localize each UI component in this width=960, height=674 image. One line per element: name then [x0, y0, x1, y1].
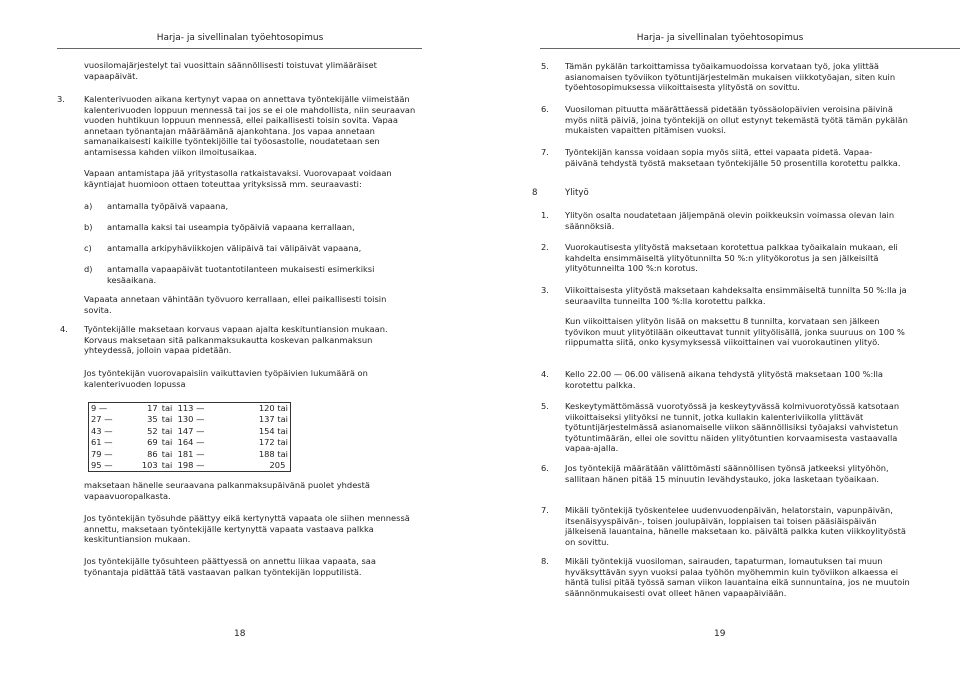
option-text: antamalla arkipyhäviikkojen välipäivä tai välipäivät vapaana,: [107, 243, 362, 253]
table-cell: 205: [269, 460, 286, 471]
item-number: 6.: [541, 104, 549, 114]
table-cell: [219, 414, 290, 425]
item-text: Mikäli työntekijä työskentelee uudenvuodenpäivän, helatorstain, vapunpäivän, itsenäisyyspäivän-, toisen joulupäivän, loppiaisen tai toisen pääsiäispäivän jälkeisenä lauantaina, hänelle maksetaan ko. päivältä palkka kuten viikkoylityöstä on sovittu.: [565, 505, 906, 547]
intro-text: vuosilomajärjestelyt tai vuosittain säännöllisesti toistuvat ylimääräiset vapaapäivät.: [84, 60, 377, 81]
item-number: 4.: [541, 369, 549, 379]
table-cell: [219, 437, 290, 448]
table-cell: tai: [161, 448, 173, 459]
table-cell: 198 —: [177, 460, 205, 471]
item-number: 7.: [541, 505, 549, 515]
item-number: 7.: [541, 147, 549, 157]
table-cell: 181 —: [177, 448, 205, 459]
table-cell: tai: [161, 414, 173, 425]
table-cell: [160, 414, 220, 425]
option-letter: b): [84, 222, 93, 232]
table-cell: 172: [258, 437, 275, 448]
table-cell: 43 —: [91, 425, 113, 436]
table-cell: [160, 460, 220, 472]
item-text: Viikoittaisesta ylityöstä maksetaan kahdeksalta ensimmäiseltä tunnilta 50 %:lla ja seuraavilta tunneilta 100 %:lla korotettu palkka.: [565, 285, 907, 306]
table-cell: 154: [258, 425, 275, 436]
table-cell: 35: [147, 414, 158, 425]
table-row: [89, 403, 291, 415]
table-cell: [160, 437, 220, 448]
item3-paragraph-3: Vapaata annetaan vähintään työvuoro kerrallaan, ellei paikallisesti toisin sovita.: [84, 294, 387, 315]
table-cell: [219, 449, 290, 460]
header-rule: [57, 48, 422, 49]
table-cell: tai: [277, 448, 288, 459]
table-cell: [160, 449, 220, 460]
table-cell: 164 —: [177, 437, 205, 448]
table-cell: tai: [277, 414, 288, 425]
table-cell: 188: [258, 448, 275, 459]
table-cell: 27 —: [91, 414, 113, 425]
item-text: Vuosiloman pituutta määrättäessä pidetään työssäolopäivien veroisina päivinä myös niitä päiviä, joina työntekijä on ollut estynyt tekemästä työtä tämän pykälän mukaisten vapaitten pitämisen vuoksi.: [565, 104, 908, 136]
table-cell: 137: [258, 414, 275, 425]
table-cell: 103: [141, 460, 158, 471]
item-text: Tämän pykälän tarkoittamissa työaikamuodoissa korvataan työ, joka ylittää asianomaisen työviikon työtuntijärjestelmän mukaisen viikkotyöajan, siten kuin työehtosopimuksessa viikoittaisesta ylityöstä on sovittu.: [565, 61, 896, 93]
item3-paragraph-1: Kalenterivuoden aikana kertynyt vapaa on annettava työntekijälle viimeistään kalenterivuoden loppuun mennessä tai jos se ei ole mahdollista, niin seuraavan vuoden huhtikuun loppuun mennessä, ellei paikallisesti toisin sovita. Vapaa annetaan työnantajan määräämänä ajankohtana. Jos vapaa annetaan samanaikaisesti kaikille työntekijöille tai työosastolle, noudatetaan sen antamisessa kahden viikon ilmoitusaikaa.: [84, 94, 416, 157]
item-text: Työntekijän kanssa voidaan sopia myös siitä, ettei vapaata pidetä. Vapaa-päivänä tehdystä työstä maksetaan työntekijälle 50 prosentilla korotettu palkka.: [565, 147, 901, 168]
table-cell: 147 —: [177, 425, 205, 436]
table-cell: 52: [147, 425, 158, 436]
item-number: 3.: [541, 285, 549, 295]
item-number: 3.: [57, 94, 65, 104]
table-cell: 79 —: [91, 448, 113, 459]
table-cell: tai: [161, 403, 173, 413]
item-number: 4.: [60, 324, 68, 334]
table-cell: 17: [147, 403, 158, 413]
item3-paragraph-2: Vapaan antamistapa jää yritystasolla ratkaistavaksi. Vuorovapaat voidaan käyntiajat huomioon ottaen toteuttaa yrityksissä mm. seuraavasti:: [84, 168, 392, 189]
table-cell: [160, 426, 220, 437]
table-cell: 9 —: [91, 403, 108, 413]
table-cell: [160, 403, 220, 415]
item-text: Ylityön osalta noudatetaan jäljempänä olevin poikkeuksin voimassa olevan lain säännöksiä.: [565, 210, 895, 231]
right-page: [480, 0, 960, 674]
section-number: 8: [532, 188, 538, 198]
table-cell: tai: [277, 437, 288, 448]
workday-count-table: [88, 402, 291, 472]
item-number: 1.: [541, 210, 549, 220]
item-text: Jos työntekijä määrätään välittömästi säännöllisen työnsä jatkeeksi ylityöhön, sallitaan hänen pitää 15 minuutin levähdystauko, joka lasketaan työaikaan.: [565, 463, 889, 484]
table-cell: [219, 426, 290, 437]
item-text: Kello 22.00 — 06.00 välisenä aikana tehdystä ylityöstä maksetaan 100 %:lla korotettu palkka.: [565, 369, 884, 390]
item-number: 8.: [541, 556, 549, 566]
table-cell: 61 —: [91, 437, 113, 448]
page-header: Harja- ja sivellinalan työehtosopimus: [636, 33, 804, 43]
table-row: [89, 426, 291, 437]
table-row: [89, 449, 291, 460]
table-row: [89, 437, 291, 448]
table-cell: tai: [161, 425, 173, 436]
option-letter: c): [84, 243, 92, 253]
table-cell: 120: [258, 403, 275, 413]
table-cell: [219, 460, 290, 472]
table-cell: tai: [161, 437, 173, 448]
page-header: Harja- ja sivellinalan työehtosopimus: [156, 33, 324, 43]
item-text: Vuorokautisesta ylityöstä maksetaan korotettua palkkaa työaikalain mukaan, eli kahdelta ensimmäiseltä ylityötunnilta 50 %:n ylityökorotus ja sen jälkeisiltä ylityötunneilta 100 %:n korotus.: [565, 242, 898, 274]
item4-paragraph-4: Jos työntekijän työsuhde päättyy eikä kertynyttä vapaata ole siihen mennessä annettu, maksetaan työntekijälle kertynyttä vapaata vastaava palkka keskituntiansion mukaan.: [84, 513, 410, 545]
table-cell: 130 —: [177, 414, 205, 425]
item4-paragraph-1: Työntekijälle maksetaan korvaus vapaan ajalta keskituntiansion mukaan. Korvaus maksetaan sitä palkanmaksukautta koskevan palkanmaksun yhteydessä, jolloin vapaa pidetään.: [84, 324, 388, 356]
table-cell: [219, 403, 290, 415]
option-text: antamalla vapaapäivät tuotantotilanteen mukaisesti esimerkiksi kesäaikana.: [107, 264, 375, 285]
item4-paragraph-3: maksetaan hänelle seuraavana palkanmaksupäivänä puolet yhdestä vapaavuoropalkasta.: [84, 480, 370, 501]
item-number: 6.: [541, 463, 549, 473]
table-row: [89, 414, 291, 425]
table-cell: tai: [277, 425, 288, 436]
option-letter: a): [84, 201, 93, 211]
table-cell: 69: [147, 437, 158, 448]
option-letter: d): [84, 264, 93, 274]
table-row: [89, 460, 291, 472]
item-text: Keskeytymättömässä vuorotyössä ja keskeytyvässä kolmivuorotyössä katsotaan viikoittaiseksi ylityöksi ne tunnit, jotka kullakin kalenteriviikolla ylittävät työtuntijärjestelmässä asianomaiselle viikon säännöllisiksi työajaksi vahvistetun työtuntimäärän, ellei ole sovittu näiden ylityötuntien korvaamisesta vastaavalla vapaa-ajalla.: [565, 401, 900, 454]
item-number: 5.: [541, 401, 549, 411]
item-number: 5.: [541, 61, 549, 71]
item-number: 2.: [541, 242, 549, 252]
table-cell: 86: [147, 448, 158, 459]
item-text: Kun viikoittaisen ylityön lisää on maksettu 8 tunnilta, korvataan sen jälkeen työvikon muut ylityötilään oikeuttavat tunnit ylityölisällä, jonka suuruus on 100 % riippumatta siitä, onko kysymyksessä viikoittainen vai vuorokautinen ylityö.: [565, 316, 905, 348]
section-title: Ylityö: [565, 188, 589, 198]
page-number: 18: [234, 629, 246, 639]
table-cell: 113 —: [177, 403, 205, 413]
option-text: antamalla työpäivä vapaana,: [107, 201, 229, 211]
table-cell: tai: [277, 403, 288, 413]
page-number: 19: [714, 629, 726, 639]
table-cell: 95 —: [91, 460, 113, 471]
item4-paragraph-5: Jos työntekijälle työsuhteen päättyessä on annettu liikaa vapaata, saa työnantaja pidättää tätä vastaavan palkan työntekijän lopputilistä.: [84, 556, 376, 577]
header-rule: [540, 48, 960, 49]
item4-paragraph-2: Jos työntekijän vuorovapaisiin vaikuttavien työpäivien lukumäärä on kalenterivuoden lopussa: [84, 368, 368, 389]
table-cell: tai: [161, 460, 173, 471]
item-text: Mikäli työntekijä vuosiloman, sairauden, tapaturman, lomautuksen tai muun hyväksyttävän syyn vuoksi palaa työhön myöhemmin kuin työviikon alkaessa ei häntä tulisi pitää työssä saman viikon lauantaina eikä sunnuntaina, jos ne muutoin säännönmukaisesti ovat olleet hänen vapaapäiviään.: [565, 556, 910, 598]
option-text: antamalla kaksi tai useampia työpäiviä vapaana kerrallaan,: [107, 222, 355, 232]
